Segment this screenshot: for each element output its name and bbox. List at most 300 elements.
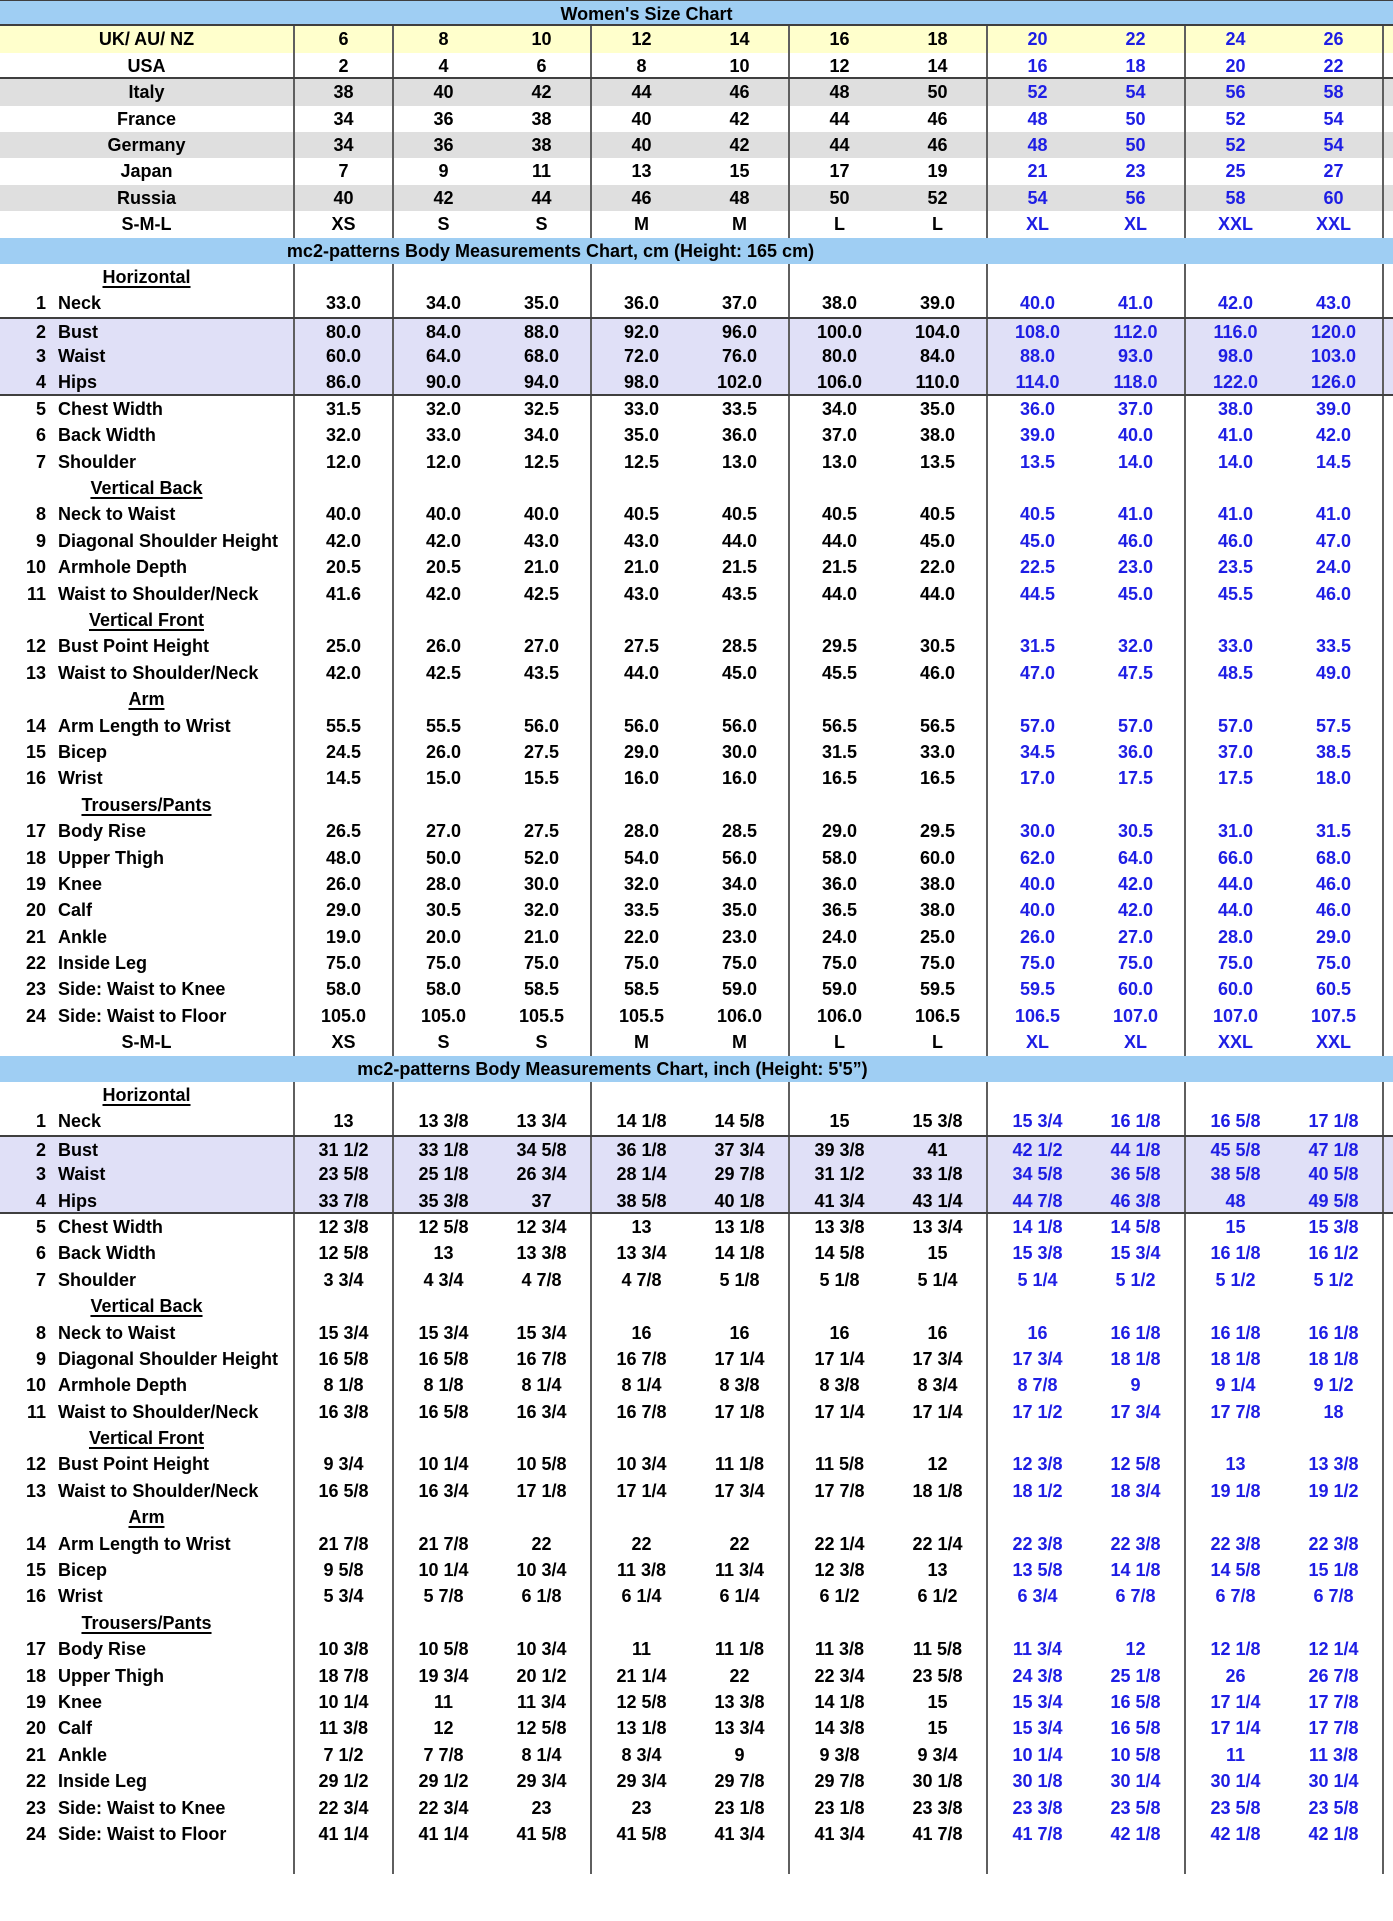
row-label bbox=[0, 501, 295, 527]
table-cell: 38 5/8 bbox=[1210, 1164, 1261, 1185]
table-cell: 12.0 bbox=[295, 449, 394, 475]
row-label-text: Armhole Depth bbox=[58, 1375, 188, 1396]
row-number: 6 bbox=[35, 425, 46, 446]
row-label-text: Bicep bbox=[58, 741, 108, 762]
table-cell: 33.5 bbox=[691, 396, 790, 422]
table-row bbox=[0, 1188, 1393, 1214]
table-cell: 14.0 bbox=[1087, 449, 1186, 475]
table-cell bbox=[691, 1504, 790, 1530]
table-cell bbox=[1087, 1504, 1186, 1530]
table-row bbox=[0, 845, 1393, 871]
table-cell: 107.0 bbox=[1087, 1003, 1186, 1029]
table-cell: 41.0 bbox=[1217, 425, 1254, 446]
table-cell: 26.5 bbox=[295, 818, 394, 844]
row-number: 15 bbox=[25, 741, 46, 762]
table-cell: 22 bbox=[691, 1663, 790, 1689]
table-row bbox=[0, 1267, 1393, 1293]
table-cell bbox=[691, 1425, 790, 1451]
table-cell bbox=[691, 686, 790, 712]
table-cell: 12 5/8 bbox=[616, 1692, 667, 1712]
row-label-text: Japan bbox=[120, 161, 173, 182]
table-cell bbox=[295, 1425, 394, 1451]
table-cell: 44.0 bbox=[889, 581, 988, 607]
row-label bbox=[0, 1161, 295, 1187]
row-number: 8 bbox=[35, 1322, 46, 1343]
table-cell: 57.0 bbox=[1019, 715, 1056, 736]
table-cell bbox=[1087, 264, 1186, 290]
row-label bbox=[0, 976, 295, 1002]
table-cell: 13 bbox=[1225, 1454, 1246, 1475]
table-cell: 18 1/8 bbox=[889, 1478, 988, 1504]
table-cell: 58.0 bbox=[425, 979, 462, 1000]
table-cell: 8 3/8 bbox=[819, 1375, 860, 1396]
row-label-text: Hips bbox=[58, 1190, 98, 1211]
table-cell: 38 bbox=[295, 79, 394, 105]
table-cell: 64.0 bbox=[1087, 845, 1186, 871]
row-label-text: Bust Point Height bbox=[58, 1454, 209, 1475]
table-cell: 29 7/8 bbox=[691, 1161, 790, 1187]
table-cell bbox=[691, 607, 790, 633]
table-cell: 41.0 bbox=[1285, 501, 1384, 527]
table-cell: 13 3/4 bbox=[616, 1243, 667, 1264]
table-cell: 42 1/8 bbox=[1285, 1821, 1384, 1847]
table-cell: 14 bbox=[691, 26, 790, 52]
table-cell: 10 1/4 bbox=[418, 1560, 469, 1581]
table-cell: 16 1/8 bbox=[1087, 1320, 1186, 1346]
table-cell bbox=[889, 686, 988, 712]
table-cell: 11 3/8 bbox=[814, 1639, 865, 1660]
table-cell: 12 3/8 bbox=[295, 1214, 394, 1240]
row-label-text: Waist to Shoulder/Neck bbox=[58, 1401, 259, 1422]
table-row bbox=[0, 1293, 1393, 1319]
table-row bbox=[0, 581, 1393, 607]
table-cell: 48 bbox=[829, 82, 850, 103]
table-cell: 26 bbox=[1285, 26, 1384, 52]
table-cell bbox=[691, 1082, 790, 1108]
table-cell: 13.5 bbox=[889, 449, 988, 475]
row-label-text: Calf bbox=[58, 900, 93, 921]
table-cell: 15 3/4 bbox=[418, 1322, 469, 1343]
row-label bbox=[0, 1531, 295, 1557]
row-label bbox=[0, 1029, 295, 1055]
table-cell: 16 bbox=[1027, 55, 1048, 76]
table-cell: 33.0 bbox=[1217, 636, 1254, 657]
table-row bbox=[0, 449, 1393, 475]
table-cell: 52 bbox=[1225, 134, 1246, 155]
table-cell bbox=[691, 1847, 790, 1873]
table-cell: 30 1/4 bbox=[1210, 1771, 1261, 1792]
row-label-text: Trousers/Pants bbox=[81, 794, 212, 815]
table-cell: 107.0 bbox=[1212, 1005, 1259, 1026]
table-cell: 35.0 bbox=[623, 425, 660, 446]
table-cell: 16 1/8 bbox=[1210, 1243, 1261, 1264]
row-label-text: Wrist bbox=[58, 768, 103, 789]
table-cell: 36.5 bbox=[821, 900, 858, 921]
table-cell: 35 3/8 bbox=[418, 1190, 469, 1211]
table-cell: 50.0 bbox=[425, 847, 462, 868]
table-cell: 34 bbox=[295, 132, 394, 158]
table-cell: 30.0 bbox=[493, 871, 592, 897]
table-cell: 29.0 bbox=[295, 897, 394, 923]
table-cell: 12 bbox=[433, 1718, 454, 1739]
table-cell bbox=[1285, 475, 1384, 501]
table-cell: 25 1/8 bbox=[1087, 1663, 1186, 1689]
row-label-text: Vertical Back bbox=[90, 1296, 203, 1317]
table-cell: 41.0 bbox=[1087, 290, 1186, 316]
table-cell: 13 bbox=[631, 161, 652, 182]
table-cell: 10 5/8 bbox=[418, 1639, 469, 1660]
table-row bbox=[0, 1663, 1393, 1689]
table-cell: XL bbox=[1025, 214, 1049, 235]
table-cell: 20.0 bbox=[425, 926, 462, 947]
row-label bbox=[0, 396, 295, 422]
table-cell: 13.5 bbox=[1019, 451, 1056, 472]
table-cell: 10 1/4 bbox=[418, 1454, 469, 1475]
table-cell: 15 3/4 bbox=[1087, 1240, 1186, 1266]
table-cell: 36.0 bbox=[1019, 398, 1056, 419]
table-cell: 16.0 bbox=[623, 768, 660, 789]
table-cell: 17 bbox=[829, 161, 850, 182]
table-cell: 19 3/4 bbox=[418, 1665, 469, 1686]
row-label bbox=[0, 713, 295, 739]
row-label bbox=[0, 1742, 295, 1768]
table-cell: 46.0 bbox=[1087, 528, 1186, 554]
table-cell: 13 3/4 bbox=[493, 1108, 592, 1134]
table-cell: 75.0 bbox=[691, 950, 790, 976]
table-cell: 108.0 bbox=[1014, 321, 1061, 342]
row-label-text: Side: Waist to Floor bbox=[58, 1823, 227, 1844]
row-label-text: France bbox=[116, 108, 177, 129]
table-cell bbox=[394, 264, 493, 290]
table-cell: 16 1/8 bbox=[1285, 1320, 1384, 1346]
row-label-text: Germany bbox=[107, 134, 186, 155]
table-row bbox=[0, 1583, 1393, 1609]
table-row bbox=[0, 1108, 1393, 1134]
table-cell: 43.5 bbox=[493, 660, 592, 686]
table-cell: 40.5 bbox=[623, 504, 660, 525]
row-number: 22 bbox=[25, 1771, 46, 1792]
table-cell: 41.0 bbox=[1087, 501, 1186, 527]
table-cell: 56 bbox=[1225, 82, 1246, 103]
table-cell: 33 7/8 bbox=[295, 1188, 394, 1212]
table-row bbox=[0, 1531, 1393, 1557]
row-label bbox=[0, 607, 295, 633]
table-cell: 22 1/4 bbox=[814, 1533, 865, 1554]
row-label-text: Body Rise bbox=[58, 821, 147, 842]
table-cell: 12 5/8 bbox=[295, 1240, 394, 1266]
table-cell: 48.0 bbox=[295, 845, 394, 871]
table-cell bbox=[1285, 1847, 1384, 1873]
table-cell: 18 1/8 bbox=[1210, 1348, 1261, 1369]
table-row bbox=[0, 1372, 1393, 1398]
table-cell: 9 3/4 bbox=[889, 1742, 988, 1768]
table-cell: 21.0 bbox=[493, 554, 592, 580]
table-cell bbox=[988, 1610, 1087, 1636]
row-number: 4 bbox=[35, 372, 46, 393]
table-cell: 14 1/8 bbox=[1012, 1216, 1063, 1237]
table-cell: 40 bbox=[433, 82, 454, 103]
row-label bbox=[0, 1557, 295, 1583]
row-number: 12 bbox=[25, 636, 46, 657]
table-cell: 13 5/8 bbox=[1012, 1560, 1063, 1581]
table-cell bbox=[493, 1504, 592, 1530]
table-cell: 46 3/8 bbox=[1087, 1188, 1186, 1212]
table-cell: 48 bbox=[1027, 134, 1048, 155]
table-cell bbox=[592, 475, 691, 501]
row-label bbox=[0, 818, 295, 844]
table-cell: 21.0 bbox=[493, 924, 592, 950]
table-cell: 19.0 bbox=[295, 924, 394, 950]
table-cell: 27.5 bbox=[493, 739, 592, 765]
table-cell bbox=[394, 1610, 493, 1636]
row-label bbox=[0, 369, 295, 393]
table-cell: 12 bbox=[1087, 1636, 1186, 1662]
table-cell bbox=[493, 1082, 592, 1108]
table-cell: 21 7/8 bbox=[418, 1533, 469, 1554]
table-cell: 21.5 bbox=[821, 557, 858, 578]
row-number: 21 bbox=[25, 1744, 46, 1765]
table-cell: XS bbox=[295, 1029, 394, 1055]
table-cell bbox=[1285, 1425, 1384, 1451]
table-cell: 100.0 bbox=[816, 321, 863, 342]
table-cell: 17 1/4 bbox=[814, 1348, 865, 1369]
table-cell: 44.0 bbox=[821, 530, 858, 551]
row-label-text: Inside Leg bbox=[58, 953, 148, 974]
table-cell bbox=[493, 264, 592, 290]
table-cell: 28 1/4 bbox=[616, 1164, 667, 1185]
table-cell: 42.0 bbox=[295, 660, 394, 686]
table-cell: 20 bbox=[1027, 29, 1048, 50]
table-cell bbox=[295, 1847, 394, 1873]
table-cell bbox=[1285, 792, 1384, 818]
table-cell: 12.5 bbox=[623, 451, 660, 472]
table-cell: XL bbox=[1087, 1029, 1186, 1055]
table-cell bbox=[295, 1610, 394, 1636]
row-label bbox=[0, 422, 295, 448]
table-cell: 19 bbox=[889, 158, 988, 184]
table-cell: 40.5 bbox=[821, 504, 858, 525]
row-label-text: Upper Thigh bbox=[58, 1665, 164, 1686]
table-cell: 42 1/8 bbox=[1087, 1821, 1186, 1847]
row-number: 14 bbox=[25, 1533, 46, 1554]
table-cell: M bbox=[634, 214, 649, 235]
table-row bbox=[0, 1610, 1393, 1636]
table-cell: 13 bbox=[631, 1216, 652, 1237]
table-cell: 26.0 bbox=[425, 741, 462, 762]
table-cell: 8 1/8 bbox=[423, 1375, 464, 1396]
table-row bbox=[0, 343, 1393, 369]
table-cell: 58.5 bbox=[623, 979, 660, 1000]
table-cell: 35.0 bbox=[691, 897, 790, 923]
table-cell: 5 1/8 bbox=[691, 1267, 790, 1293]
row-label-text: Horizontal bbox=[102, 1085, 191, 1106]
table-cell: 23 bbox=[493, 1795, 592, 1821]
table-cell: 16 3/4 bbox=[418, 1480, 469, 1501]
table-cell: 120.0 bbox=[1285, 319, 1384, 343]
table-cell: 7 7/8 bbox=[423, 1744, 464, 1765]
table-cell: 43.5 bbox=[691, 581, 790, 607]
table-cell: 23 bbox=[631, 1797, 652, 1818]
table-cell: 16.5 bbox=[889, 765, 988, 791]
row-label-text: Arm Length to Wrist bbox=[58, 1533, 231, 1554]
table-cell bbox=[1087, 792, 1186, 818]
table-cell: 22 bbox=[691, 1531, 790, 1557]
table-cell: 60.0 bbox=[295, 343, 394, 369]
table-cell: 30.0 bbox=[691, 739, 790, 765]
table-cell: 30.0 bbox=[1019, 821, 1056, 842]
table-cell: 33.0 bbox=[295, 290, 394, 316]
row-label-text: Arm Length to Wrist bbox=[58, 715, 231, 736]
table-cell: 24 bbox=[1225, 29, 1246, 50]
table-cell: 45 5/8 bbox=[1210, 1139, 1261, 1160]
row-number: 16 bbox=[25, 768, 46, 789]
table-cell: 4 bbox=[438, 55, 449, 76]
table-cell: 16 bbox=[631, 1322, 652, 1343]
table-cell: 17 1/8 bbox=[1285, 1108, 1384, 1134]
table-cell: 107.5 bbox=[1285, 1003, 1384, 1029]
table-cell: 13 3/8 bbox=[493, 1240, 592, 1266]
table-cell: 16 5/8 bbox=[1087, 1715, 1186, 1741]
row-label bbox=[0, 1188, 295, 1212]
table-cell: 44.0 bbox=[623, 662, 660, 683]
table-cell: 43.0 bbox=[623, 583, 660, 604]
table-cell: 6 1/2 bbox=[889, 1583, 988, 1609]
table-cell: 14 bbox=[889, 53, 988, 77]
table-cell: 103.0 bbox=[1285, 343, 1384, 369]
table-cell bbox=[790, 607, 889, 633]
row-number: 24 bbox=[25, 1005, 46, 1026]
table-cell: 10 bbox=[691, 53, 790, 77]
row-label bbox=[0, 765, 295, 791]
table-cell bbox=[592, 1847, 691, 1873]
table-cell bbox=[493, 475, 592, 501]
table-cell: 11 bbox=[433, 1692, 454, 1712]
table-cell bbox=[1087, 1610, 1186, 1636]
table-cell: 64.0 bbox=[425, 346, 462, 367]
table-cell bbox=[295, 686, 394, 712]
table-cell: 15 1/8 bbox=[1285, 1557, 1384, 1583]
table-cell: 60.0 bbox=[1087, 976, 1186, 1002]
row-number: 17 bbox=[25, 821, 46, 842]
table-cell: 11 3/4 bbox=[1012, 1639, 1063, 1660]
table-cell: 54 bbox=[1285, 132, 1384, 158]
table-cell: 13 bbox=[295, 1108, 394, 1134]
table-cell: 13 3/8 bbox=[691, 1689, 790, 1715]
table-cell: 9 bbox=[1087, 1372, 1186, 1398]
table-cell bbox=[493, 1610, 592, 1636]
row-label-text: Side: Waist to Floor bbox=[58, 1005, 227, 1026]
table-cell: S bbox=[493, 1029, 592, 1055]
row-label-text: Horizontal bbox=[102, 266, 191, 287]
table-cell: 17 1/4 bbox=[616, 1480, 667, 1501]
table-cell: 44 bbox=[493, 185, 592, 211]
table-cell: 19 1/8 bbox=[1210, 1480, 1261, 1501]
table-cell: 42.0 bbox=[425, 583, 462, 604]
table-cell: 36.0 bbox=[821, 873, 858, 894]
table-cell: 46.0 bbox=[1285, 871, 1384, 897]
table-cell: 114.0 bbox=[1015, 372, 1060, 393]
table-cell: 13 1/8 bbox=[616, 1718, 667, 1739]
table-cell: 22 3/8 bbox=[1210, 1533, 1261, 1554]
table-cell: 106.5 bbox=[1014, 1005, 1061, 1026]
table-cell: 54.0 bbox=[623, 847, 660, 868]
table-cell: 14.5 bbox=[1285, 449, 1384, 475]
table-cell: 9 1/2 bbox=[1285, 1372, 1384, 1398]
table-cell: XXL bbox=[1217, 214, 1253, 235]
row-number: 9 bbox=[35, 1348, 46, 1369]
row-label-text: Vertical Front bbox=[88, 609, 205, 630]
table-cell bbox=[988, 1082, 1087, 1108]
table-cell: 14 5/8 bbox=[1087, 1214, 1186, 1240]
table-cell bbox=[1186, 1425, 1285, 1451]
table-cell: 21.0 bbox=[623, 557, 660, 578]
table-row bbox=[0, 396, 1393, 422]
table-cell: 14 5/8 bbox=[691, 1108, 790, 1134]
table-cell bbox=[988, 1293, 1087, 1319]
table-cell: 25.0 bbox=[295, 633, 394, 659]
table-cell: 29 3/4 bbox=[493, 1768, 592, 1794]
table-cell: 24.0 bbox=[821, 926, 858, 947]
table-cell: 13 3/8 bbox=[1285, 1451, 1384, 1477]
row-number: 19 bbox=[25, 1692, 46, 1712]
row-number: 21 bbox=[25, 926, 46, 947]
table-cell: 60.0 bbox=[1217, 979, 1254, 1000]
table-cell: 7 bbox=[295, 158, 394, 184]
table-cell: 20 1/2 bbox=[493, 1663, 592, 1689]
table-cell: 40.0 bbox=[425, 504, 462, 525]
table-cell: 15.5 bbox=[493, 765, 592, 791]
table-cell bbox=[1087, 686, 1186, 712]
table-cell: 19 1/2 bbox=[1285, 1478, 1384, 1504]
table-cell: 17 3/4 bbox=[889, 1346, 988, 1372]
table-cell bbox=[1186, 1610, 1285, 1636]
table-cell: 62.0 bbox=[1019, 847, 1056, 868]
table-cell: 23.5 bbox=[1217, 557, 1254, 578]
table-cell bbox=[1186, 475, 1285, 501]
row-label bbox=[0, 871, 295, 897]
table-cell: 8 3/4 bbox=[621, 1744, 662, 1765]
table-row bbox=[0, 554, 1393, 580]
table-cell: 39 3/8 bbox=[814, 1139, 865, 1160]
table-row bbox=[0, 739, 1393, 765]
row-label bbox=[0, 1137, 295, 1161]
table-cell: 22 bbox=[1087, 26, 1186, 52]
table-cell bbox=[394, 1847, 493, 1873]
table-row bbox=[0, 1504, 1393, 1530]
table-cell: 11 3/8 bbox=[1285, 1742, 1384, 1768]
table-cell: 59.0 bbox=[821, 979, 858, 1000]
table-cell: 6 bbox=[295, 26, 394, 52]
table-cell bbox=[889, 264, 988, 290]
table-cell: 10 3/4 bbox=[493, 1636, 592, 1662]
table-cell: 9 1/4 bbox=[1215, 1375, 1256, 1396]
table-cell: 58 bbox=[1285, 79, 1384, 105]
table-cell: 27.5 bbox=[623, 636, 660, 657]
table-cell: L bbox=[834, 1032, 845, 1053]
table-cell: 16 5/8 bbox=[295, 1478, 394, 1504]
table-cell: 80.0 bbox=[295, 319, 394, 343]
table-cell bbox=[1285, 1082, 1384, 1108]
table-row bbox=[0, 1715, 1393, 1741]
table-cell: 38 bbox=[493, 106, 592, 132]
table-cell: 44 bbox=[829, 108, 850, 129]
table-row bbox=[0, 290, 1393, 316]
table-cell bbox=[493, 1425, 592, 1451]
table-cell: 16 5/8 bbox=[1210, 1111, 1261, 1132]
table-cell: 38.5 bbox=[1285, 739, 1384, 765]
table-cell: 17 1/4 bbox=[1210, 1692, 1261, 1712]
table-cell: 4 3/4 bbox=[423, 1269, 464, 1290]
